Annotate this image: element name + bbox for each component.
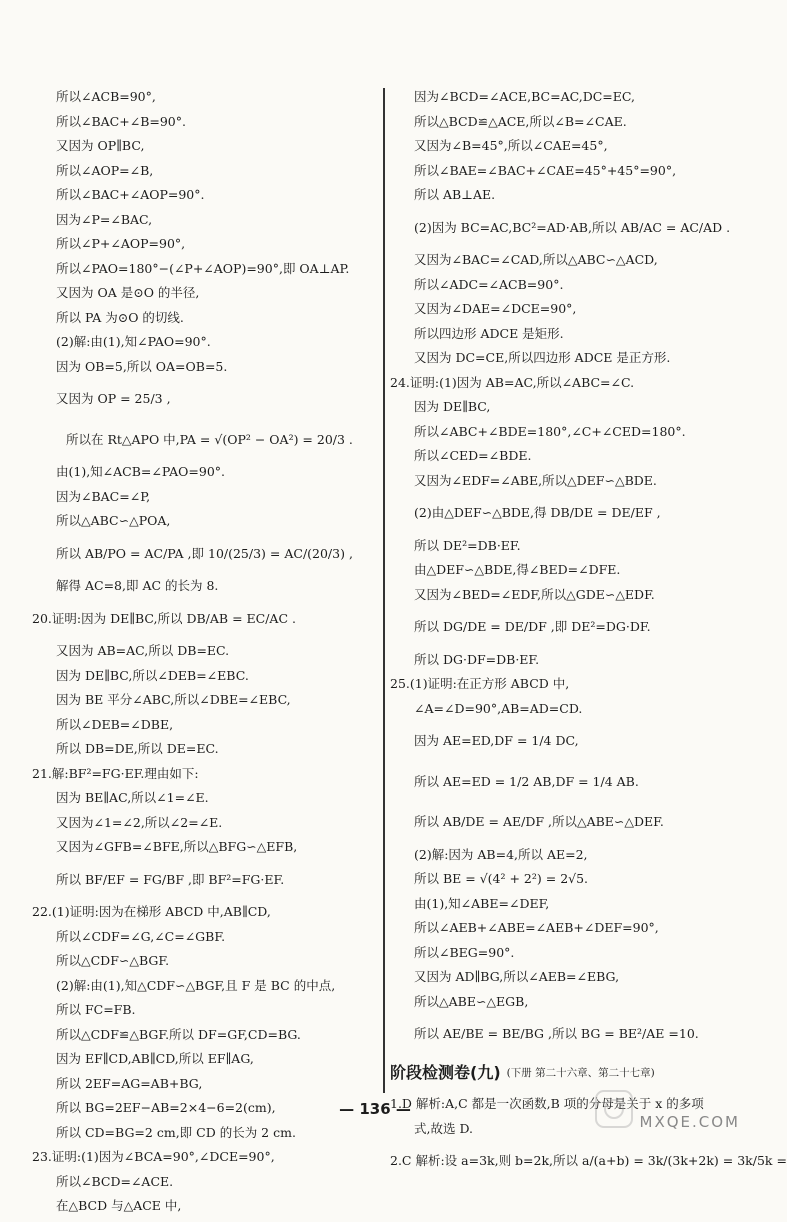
left_lines-line: 因为 OB=5,所以 OA=OB=5. [56, 358, 228, 374]
left_lines-line: 所以 AB/PO = AC/PA ,即 10/(25/3) = AC/(20/3) , [56, 545, 353, 561]
left_lines-line: 23.证明:(1)因为∠BCA=90°,∠DCE=90°, [32, 1149, 275, 1164]
right_lines-line: 所以∠ABC+∠BDE=180°,∠C+∠CED=180°. [414, 423, 686, 439]
page-number: — 136 — [339, 1100, 411, 1118]
left_lines-line: 所以 CD=BG=2 cm,即 CD 的长为 2 cm. [56, 1124, 296, 1140]
right_lines-line: 所以∠BAE=∠BAC+∠CAE=45°+45°=90°, [414, 162, 677, 178]
right_lines-line: 24.证明:(1)因为 AB=AC,所以∠ABC=∠C. [390, 374, 635, 390]
right_lines-line: 所以四边形 ADCE 是矩形. [414, 325, 564, 341]
right_lines-line: 所以 AB/DE = AE/DF ,所以△ABE∽△DEF. [414, 814, 664, 829]
right_lines-line: 又因为∠DAE=∠DCE=90°, [414, 301, 577, 316]
answers-line: 1.D 解析:A,C 都是一次函数,B 项的分母是关于 x 的多项 [390, 1096, 704, 1111]
left_lines-line: 因为 BE∥AC,所以∠1=∠E. [56, 790, 209, 805]
left_lines-line: (2)解:由(1),知△CDF∽△BGF,且 F 是 BC 的中点, [56, 977, 336, 993]
right_lines-line: 所以 DG·DF=DB·EF. [414, 651, 540, 667]
left_lines-line: 所以∠P+∠AOP=90°, [56, 236, 186, 251]
right_lines-line: 所以 DE²=DB·EF. [414, 537, 521, 553]
answers-line: 式,故选 D. [414, 1120, 473, 1136]
left_lines-line: 所以∠DEB=∠DBE, [56, 716, 174, 732]
right_lines-line: 所以 BE = √(4² + 2²) = 2√5. [414, 871, 589, 886]
left_lines-line: 所以∠BAC+∠AOP=90°. [56, 187, 205, 202]
left_lines-line: 所以△ABC∽△POA, [56, 513, 171, 528]
left_lines-line: 21.解:BF²=FG·EF.理由如下: [32, 765, 199, 781]
left_lines-line: 所以 PA 为⊙O 的切线. [56, 309, 184, 325]
right_lines-line: 所以∠AEB+∠ABE=∠AEB+∠DEF=90°, [414, 920, 659, 935]
right_lines-line: 所以 DG/DE = DE/DF ,即 DE²=DG·DF. [414, 619, 651, 634]
left_lines-line: 解得 AC=8,即 AC 的长为 8. [56, 578, 219, 593]
answers-line: 2.C 解析:设 a=3k,则 b=2k,所以 a/(a+b) = 3k/(3k+2k) = 3k/5k = [390, 1153, 787, 1168]
left_lines-line: 又因为 OP∥BC, [56, 138, 145, 153]
section-subtitle: (下册 第二十六章、第二十七章) [506, 1067, 655, 1079]
right-solutions [390, 88, 735, 1051]
right_lines-line: 因为∠BCD=∠ACE,BC=AC,DC=EC, [414, 89, 635, 104]
left_lines-line: 所以 BF/EF = FG/BF ,即 BF²=FG·EF. [56, 871, 285, 887]
column-divider [383, 88, 385, 1093]
left_lines-line: 所以在 Rt△APO 中,PA = √(OP² − OA²) = 20/3 . [66, 431, 353, 447]
left_lines-line: 所以∠BCD=∠ACE. [56, 1173, 174, 1189]
left_lines-line: 又因为 OA 是⊙O 的半径, [56, 285, 200, 300]
right_lines-line: 所以 AE/BE = BE/BG ,所以 BG = BE²/AE =10. [414, 1026, 699, 1041]
right_lines-line: 25.(1)证明:在正方形 ABCD 中, [390, 676, 570, 691]
right_lines-line: 所以△ABE∽△EGB, [414, 993, 529, 1009]
right_lines-line: 又因为 DC=CE,所以四边形 ADCE 是正方形. [414, 350, 671, 365]
left_lines-line: 所以 DB=DE,所以 DE=EC. [56, 741, 219, 756]
left_lines-line: 所以∠PAO=180°−(∠P+∠AOP)=90°,即 OA⊥AP. [56, 260, 350, 276]
right_lines-line: (2)因为 BC=AC,BC²=AD·AB,所以 AB/AC = AC/AD . [414, 219, 731, 235]
left_lines-line: 所以∠ACB=90°, [56, 89, 156, 104]
right_lines-line: 由(1),知∠ABE=∠DEF, [414, 895, 550, 911]
left_lines-line: 20.证明:因为 DE∥BC,所以 DB/AB = EC/AC . [32, 610, 296, 626]
right_lines-line: (2)由△DEF∽△BDE,得 DB/DE = DE/EF , [414, 505, 661, 520]
watermark-text: MXQE.COM [639, 1113, 740, 1131]
left_lines-line: 由(1),知∠ACB=∠PAO=90°. [56, 464, 226, 479]
left_lines-line: 又因为 AB=AC,所以 DB=EC. [56, 643, 230, 658]
left_lines-line: 所以∠AOP=∠B, [56, 162, 154, 178]
left_lines-line: 又因为∠1=∠2,所以∠2=∠E. [56, 814, 223, 830]
left_lines-line: 所以△CDF≌△BGF.所以 DF=GF,CD=BG. [56, 1026, 301, 1042]
section-title: 阶段检测卷(九) [390, 1063, 501, 1082]
right_lines-line: 所以∠CED=∠BDE. [414, 448, 532, 463]
left_lines-line: 因为 EF∥CD,AB∥CD,所以 EF∥AG, [56, 1051, 254, 1066]
left_lines-line: 因为∠P=∠BAC, [56, 211, 153, 227]
left_lines-line: 所以∠CDF=∠G,∠C=∠GBF. [56, 928, 226, 944]
left_lines-line: 所以 BG=2EF−AB=2×4−6=2(cm), [56, 1100, 276, 1115]
right_lines-line: 又因为∠BED=∠EDF,所以△GDE∽△EDF. [414, 586, 655, 602]
right_lines-line: 因为 AE=ED,DF = 1/4 DC, [414, 733, 579, 748]
right_lines-line: 所以∠BEG=90°. [414, 944, 515, 960]
left_lines-line: 所以 FC=FB. [56, 1002, 136, 1017]
left_lines-line: 所以△CDF∽△BGF. [56, 953, 170, 968]
left_lines-line: 22.(1)证明:因为在梯形 ABCD 中,AB∥CD, [32, 904, 271, 919]
right_lines-line: ∠A=∠D=90°,AB=AD=CD. [414, 700, 583, 716]
left_lines-line: 在△BCD 与△ACE 中, [56, 1198, 182, 1213]
right_lines-line: 因为 DE∥BC, [414, 399, 491, 414]
right_lines-line: 又因为∠EDF=∠ABE,所以△DEF∽△BDE. [414, 472, 657, 488]
left-column [32, 88, 377, 1222]
left_lines-line: 所以 2EF=AG=AB+BG, [56, 1075, 203, 1091]
left_lines-line: 所以∠BAC+∠B=90°. [56, 113, 186, 129]
left_lines-line: 因为∠BAC=∠P, [56, 488, 151, 504]
right_lines-line: 又因为∠B=45°,所以∠CAE=45°, [414, 138, 608, 153]
left_lines-line: 因为 DE∥BC,所以∠DEB=∠EBC. [56, 667, 249, 683]
section-heading [390, 1059, 735, 1087]
right_lines-line: 由△DEF∽△BDE,得∠BED=∠DFE. [414, 562, 621, 577]
right_lines-line: 所以△BCD≌△ACE,所以∠B=∠CAE. [414, 113, 627, 129]
left_lines-line: 又因为 OP = 25/3 , [56, 391, 171, 406]
right-column [390, 88, 787, 1185]
left_lines-line: (2)解:由(1),知∠PAO=90°. [56, 334, 211, 349]
right_lines-line: 所以∠ADC=∠ACB=90°. [414, 276, 564, 292]
left_lines-line: 因为 BE 平分∠ABC,所以∠DBE=∠EBC, [56, 692, 291, 707]
right_lines-line: 又因为 AD∥BG,所以∠AEB=∠EBG, [414, 969, 620, 984]
right_lines-line: 又因为∠BAC=∠CAD,所以△ABC∽△ACD, [414, 252, 658, 267]
right_lines-line: 所以 AE=ED = 1/2 AB,DF = 1/4 AB. [414, 773, 639, 789]
right_lines-line: 所以 AB⊥AE. [414, 187, 496, 202]
right_lines-line: (2)解:因为 AB=4,所以 AE=2, [414, 846, 588, 862]
left_lines-line: 又因为∠GFB=∠BFE,所以△BFG∽△EFB, [56, 839, 298, 854]
